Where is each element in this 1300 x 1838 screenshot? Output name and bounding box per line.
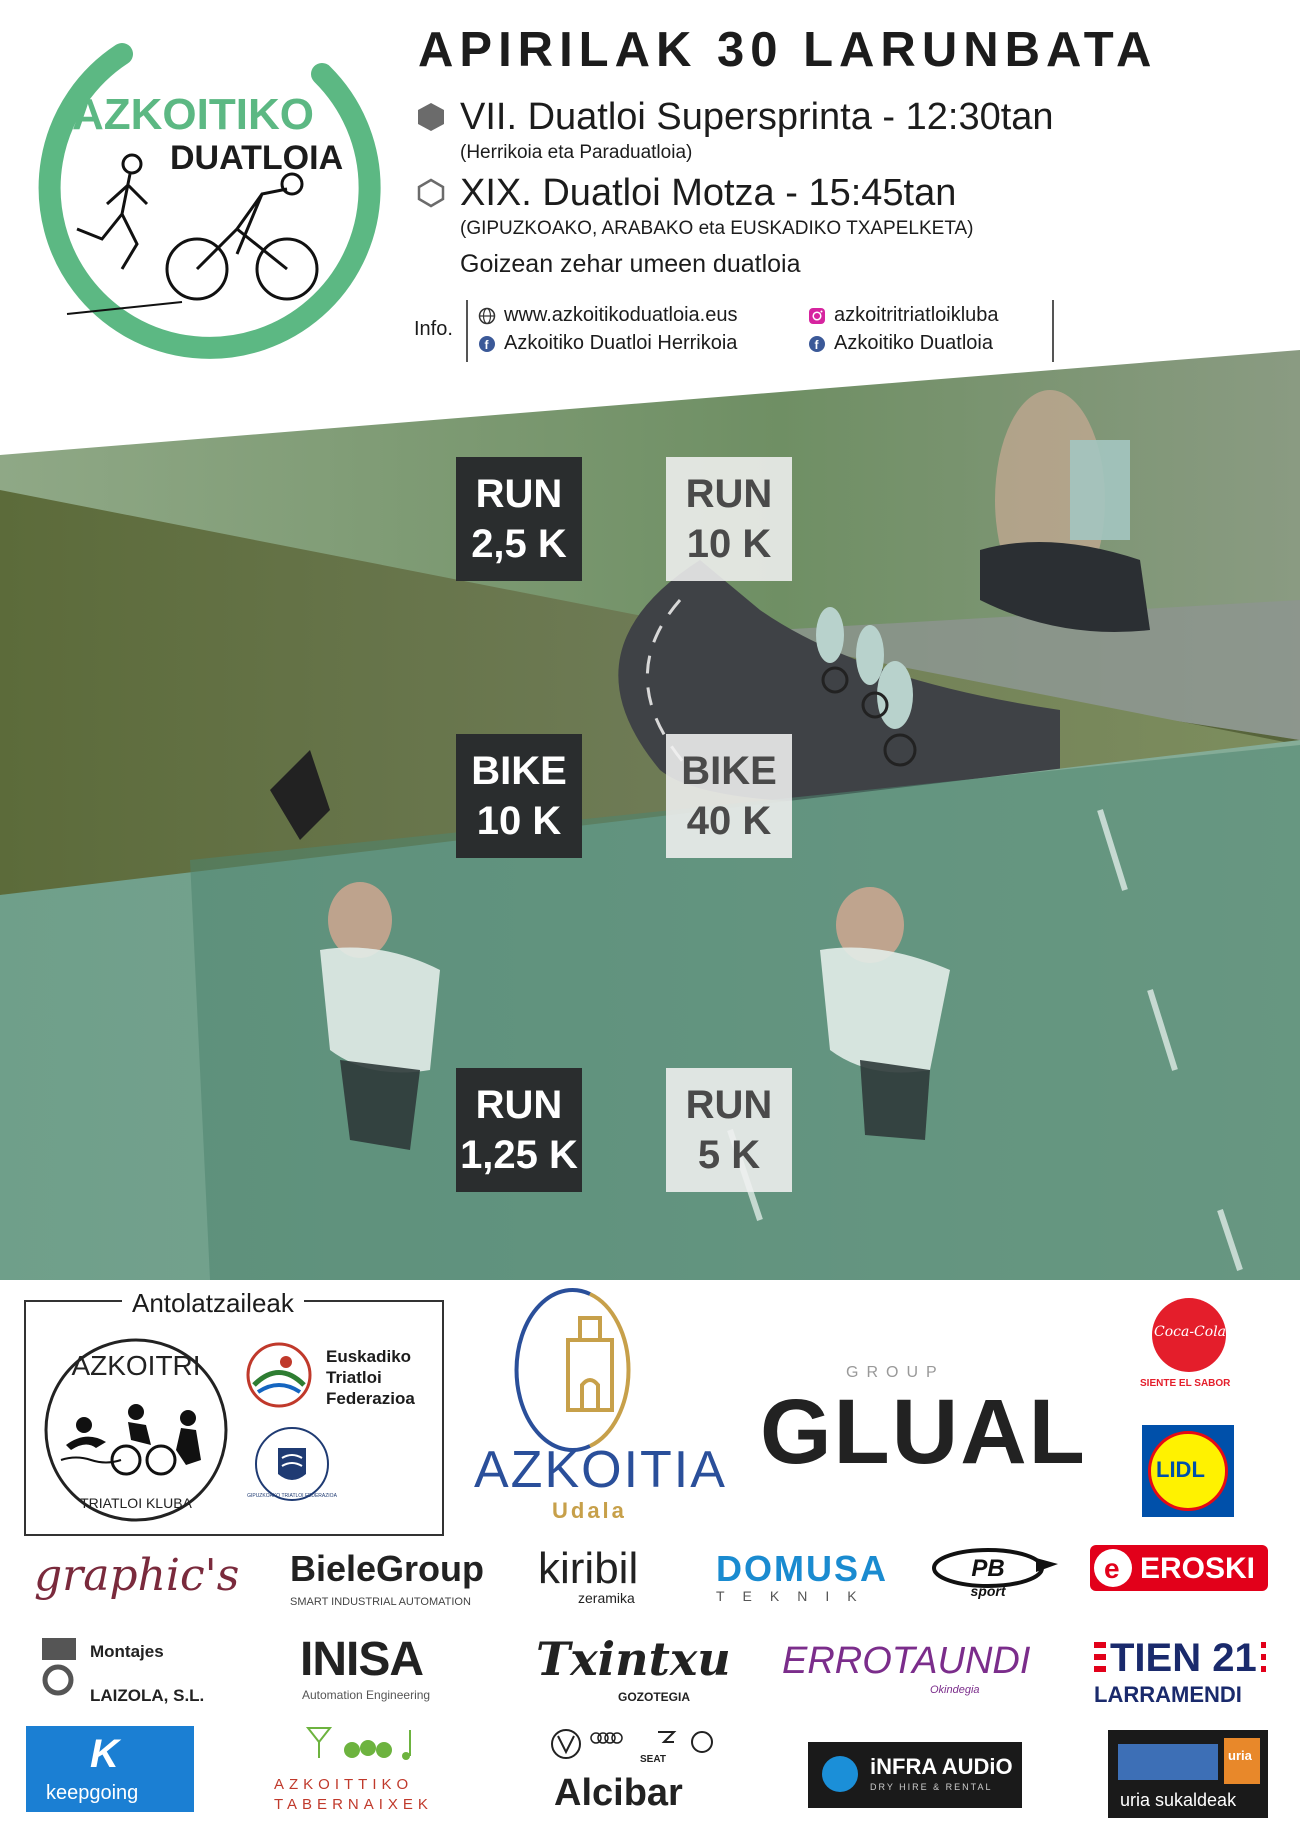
eroski-text: EROSKI <box>1140 1552 1256 1585</box>
race-subtitle: (GIPUZKOAKO, ARABAKO eta EUSKADIKO TXAPELKETA) <box>460 218 974 239</box>
tien21-text: TIEN 21 <box>1106 1636 1261 1681</box>
uria-badge: uria <box>1228 1748 1252 1763</box>
alcibar-name: Alcibar <box>554 1772 683 1814</box>
infra-audio-logo <box>808 1742 1022 1808</box>
tabernaixek-drinks-icon <box>300 1724 430 1768</box>
azkoitia-coat-of-arms-icon <box>530 1290 650 1450</box>
alcibar-brand-icons <box>548 1728 718 1762</box>
olaizola-name: LAIZOLA, S.L. <box>90 1686 205 1705</box>
bike-short-distance <box>666 734 792 858</box>
leg-label: RUN <box>475 1083 563 1127</box>
montajes-gear-icon <box>38 1636 84 1696</box>
race-title: VII. Duatloi Supersprinta - 12:30tan <box>460 96 1054 138</box>
tabernaixek-line1: AZKOITTIKO <box>274 1776 414 1793</box>
instagram-link[interactable] <box>808 304 999 327</box>
domusa-subtitle: TEKNIK <box>716 1588 875 1604</box>
inisa-logo: INISA <box>300 1633 424 1686</box>
race-title: XIX. Duatloi Motza - 15:45tan <box>460 172 957 214</box>
biele-tagline: SMART INDUSTRIAL AUTOMATION <box>290 1596 471 1608</box>
instagram-icon <box>808 307 826 325</box>
organizers-title: Antolatzaileak <box>122 1288 304 1319</box>
tien21-logo <box>1094 1636 1266 1682</box>
run1-short-distance <box>666 457 792 581</box>
alcibar-seat-label: SEAT <box>640 1754 666 1765</box>
uria-sukaldeak-logo <box>1108 1730 1268 1818</box>
eroski-e-icon: e <box>1104 1553 1120 1584</box>
website-text: www.azkoitikoduatloia.eus <box>504 304 738 326</box>
basque-federation-name <box>326 1346 415 1409</box>
outline-hexagon-icon <box>416 178 446 208</box>
instagram-text: azkoitritriatloikluba <box>834 304 999 326</box>
club-name-bottom: TRIATLOI KLUBA <box>80 1495 192 1511</box>
leg-label: RUN <box>475 472 563 516</box>
kiribil-logo: kiribil <box>538 1544 639 1593</box>
lidl-text: LIDL <box>1156 1457 1205 1482</box>
pb-text: PB <box>971 1555 1005 1582</box>
leg-label: RUN <box>685 1083 773 1127</box>
leg-distance: 40 K <box>686 799 772 843</box>
inisa-tagline: Automation Engineering <box>302 1688 431 1702</box>
course-photo-bands <box>0 350 1300 1280</box>
runner-drawing-icon <box>77 155 147 269</box>
leg-label: BIKE <box>681 749 777 793</box>
montajes-name: Montajes <box>90 1642 164 1661</box>
race-subtitle: (Herrikoia eta Paraduatloia) <box>460 142 693 163</box>
infra-audio-tagline: DRY HIRE & RENTAL <box>870 1782 993 1792</box>
azkoitia-udala: Udala <box>552 1498 627 1523</box>
cocacola-slogan: SIENTE EL SABOR <box>1140 1378 1231 1389</box>
tabernaixek-line2: TABERNAIXEK <box>274 1796 433 1813</box>
cocacola-text: Coca-Cola <box>1154 1324 1227 1340</box>
run2-short-distance <box>666 1068 792 1192</box>
pb-sport-logo <box>928 1546 1062 1598</box>
errotaundi-logo: ERROTAUNDI <box>782 1640 1031 1682</box>
uria-text: uria sukaldeak <box>1120 1790 1237 1810</box>
leg-distance: 10 K <box>686 522 772 566</box>
domusa-logo: DOMUSA <box>716 1548 888 1589</box>
keepgoing-text: keepgoing <box>46 1782 139 1804</box>
facebook-text: Azkoitiko Duatloi Herrikoia <box>504 332 738 354</box>
leg-distance: 10 K <box>476 799 562 843</box>
duathlon-logo <box>22 14 402 374</box>
leg-distance: 2,5 K <box>471 522 567 566</box>
pb-sport-text: sport <box>970 1583 1006 1599</box>
event-date-headline: APIRILAK 30 LARUNBATA <box>418 23 1158 77</box>
kiribil-subtitle: zeramika <box>578 1590 635 1606</box>
azkoitia-name: AZKOITIA <box>474 1441 727 1499</box>
bike-sprint-distance <box>456 734 582 858</box>
facebook-text: Azkoitiko Duatloia <box>834 332 993 354</box>
basque-federation-emblem-icon <box>244 1340 314 1410</box>
leg-label: RUN <box>685 472 773 516</box>
triathlon-figures-icon <box>66 1404 201 1474</box>
keepgoing-k-icon: K <box>90 1732 119 1776</box>
leg-label: BIKE <box>471 749 567 793</box>
larramendi-name: LARRAMENDI <box>1094 1682 1242 1707</box>
txintxu-logo: Txintxu <box>536 1632 731 1686</box>
glual-logo: GLUAL <box>760 1381 1087 1483</box>
info-label: Info. <box>414 318 453 340</box>
leg-distance: 1,25 K <box>460 1133 578 1177</box>
cocacola-logo <box>1152 1298 1226 1372</box>
logo-subtitle: DUATLOIA <box>170 139 344 177</box>
website-link[interactable] <box>478 304 737 327</box>
leg-distance: 5 K <box>697 1133 761 1177</box>
run1-sprint-distance <box>456 457 582 581</box>
filled-hexagon-icon <box>416 102 446 132</box>
svg-text:f: f <box>814 337 819 352</box>
club-name-top: AZKOITRI <box>71 1350 201 1381</box>
graphics-logo: graphic's <box>34 1550 240 1601</box>
run2-sprint-distance <box>456 1068 582 1192</box>
errotaundi-subtitle: Okindegia <box>930 1684 980 1696</box>
cyclist-drawing-icon <box>167 174 317 299</box>
txintxu-subtitle: GOZOTEGIA <box>618 1690 690 1704</box>
keepgoing-logo <box>26 1726 194 1812</box>
gipuzkoa-federation-logo <box>247 1424 337 1504</box>
federation-line: Euskadiko <box>326 1347 412 1366</box>
lidl-logo <box>1142 1425 1234 1517</box>
gipuzkoa-federation-text: GIPUZKOAKO TRIATLOI FEDERAZIOA <box>247 1493 337 1499</box>
federation-line: Triatloi <box>326 1368 382 1387</box>
eroski-logo <box>1090 1545 1268 1591</box>
logo-title: AZKOITIKO <box>72 90 314 139</box>
kids-duathlon-note: Goizean zehar umeen duatloia <box>460 250 801 278</box>
infra-audio-text: iNFRA AUDiO <box>870 1754 1013 1779</box>
glual-group-label: GROUP <box>846 1364 945 1381</box>
biele-logo: BieleGroup <box>290 1548 485 1589</box>
globe-icon <box>478 307 496 325</box>
azkoitri-club-logo <box>36 1330 236 1530</box>
svg-text:f: f <box>484 337 489 352</box>
federation-line: Federazioa <box>326 1389 415 1408</box>
